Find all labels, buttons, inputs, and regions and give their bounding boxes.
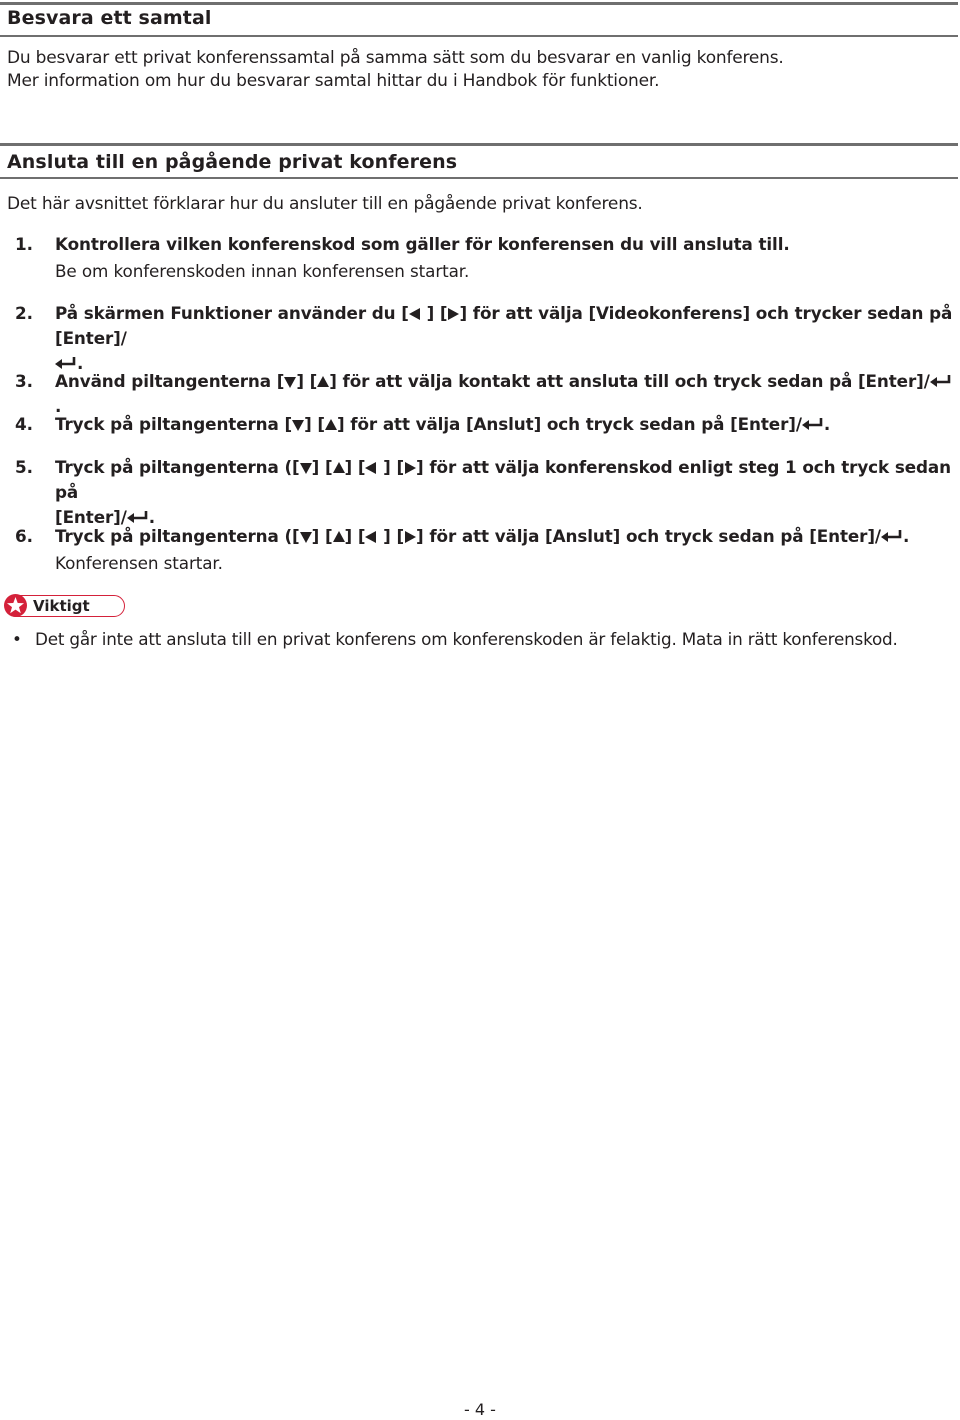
step-text: Tryck på piltangenterna ([ [55, 526, 300, 546]
step-2 [15, 301, 955, 376]
section-title-besvara: Besvara ett samtal [7, 7, 212, 29]
enter-key-icon [930, 374, 952, 388]
step-text: ] [ [311, 457, 333, 477]
important-bullet [12, 628, 898, 651]
step-text: [Enter]/ [55, 507, 127, 527]
step-text: ] för att välja [Anslut] och tryck sedan på [Enter]/ [336, 414, 802, 434]
down-arrow-icon [292, 419, 304, 431]
step-text: ] [ [296, 371, 318, 391]
page-number: - 4 - [464, 1400, 496, 1419]
step-number: 1. [15, 234, 33, 254]
step-text: ] [ [377, 457, 405, 477]
step-text: Tryck på piltangenterna [ [55, 414, 293, 434]
step-text: På skärmen Funktioner använder du [ [55, 303, 409, 323]
up-arrow-icon [325, 419, 337, 431]
step-text: ] för att välja [Anslut] och tryck sedan på [Enter]/ [416, 526, 881, 546]
step-number: 6. [15, 526, 33, 546]
enter-key-icon [55, 356, 77, 370]
down-arrow-icon [300, 531, 312, 543]
section2-intro: Det här avsnittet förklarar hur du ansluter till en pågående privat konferens. [7, 194, 643, 214]
step-number: 4. [15, 414, 33, 434]
step-6 [15, 524, 955, 576]
section-rule [0, 35, 958, 37]
up-arrow-icon [333, 531, 345, 543]
up-arrow-icon [333, 462, 345, 474]
step-text: . [77, 353, 84, 373]
step-1 [15, 232, 955, 284]
section2-top-rule [0, 143, 958, 146]
step-5 [15, 455, 955, 530]
top-rule [0, 2, 958, 5]
important-label: Viktigt [33, 597, 90, 615]
step-4 [15, 412, 955, 437]
section2-rule [0, 177, 958, 179]
step-number: 5. [15, 457, 33, 477]
step-text: ] [ [311, 526, 333, 546]
important-callout [5, 595, 125, 617]
step-text: Tryck på piltangenterna ([ [55, 457, 300, 477]
left-arrow-icon [409, 308, 421, 320]
step-text: Kontrollera vilken konferenskod som gäller för konferensen du vill ansluta till. [55, 234, 790, 254]
star-icon-glyph [4, 594, 27, 617]
step-text: . [902, 526, 910, 546]
step-subtext: Konferensen startar. [55, 553, 223, 573]
step-text: ] för att välja [Videokonferens] och trycker sedan på [Enter]/ [55, 303, 953, 348]
step-number: 2. [15, 303, 33, 323]
enter-key-icon [127, 510, 149, 524]
step-text: ] för att välja konferenskod enligt steg 1 och tryck sedan på [55, 457, 951, 502]
down-arrow-icon [300, 462, 312, 474]
section1-line2: Mer information om hur du besvarar samtal hittar du i Handbok för funktioner. [7, 71, 660, 91]
right-arrow-icon [447, 308, 459, 320]
enter-key-icon [802, 417, 824, 431]
step-text: ] [ [344, 526, 366, 546]
left-arrow-icon [365, 531, 377, 543]
step-text: ] [ [344, 457, 366, 477]
right-arrow-icon [404, 462, 416, 474]
step-text: ] [ [377, 526, 405, 546]
step-text: Använd piltangenterna [ [55, 371, 285, 391]
step-text: ] [ [420, 303, 448, 323]
star-icon [4, 594, 27, 617]
step-number: 3. [15, 371, 33, 391]
step-text: . [823, 414, 831, 434]
down-arrow-icon [284, 376, 296, 388]
step-text: ] för att välja kontakt att ansluta till och tryck sedan på [Enter]/ [329, 371, 930, 391]
bullet-text: Det går inte att ansluta till en privat konferens om konferenskoden är felaktig. Mata in rätt konferenskod. [35, 629, 898, 649]
enter-key-icon [881, 529, 903, 543]
step-text: . [148, 507, 156, 527]
step-subtext: Be om konferenskoden innan konferensen startar. [55, 261, 470, 281]
up-arrow-icon [317, 376, 329, 388]
left-arrow-icon [365, 462, 377, 474]
bullet-dot: • [12, 629, 22, 649]
step-text: . [55, 396, 62, 416]
step-text: ] [ [304, 414, 325, 434]
right-arrow-icon [404, 531, 416, 543]
section1-line1: Du besvarar ett privat konferenssamtal på samma sätt som du besvarar en vanlig konferens. [7, 48, 784, 68]
section-title-ansluta: Ansluta till en pågående privat konferens [7, 151, 458, 173]
